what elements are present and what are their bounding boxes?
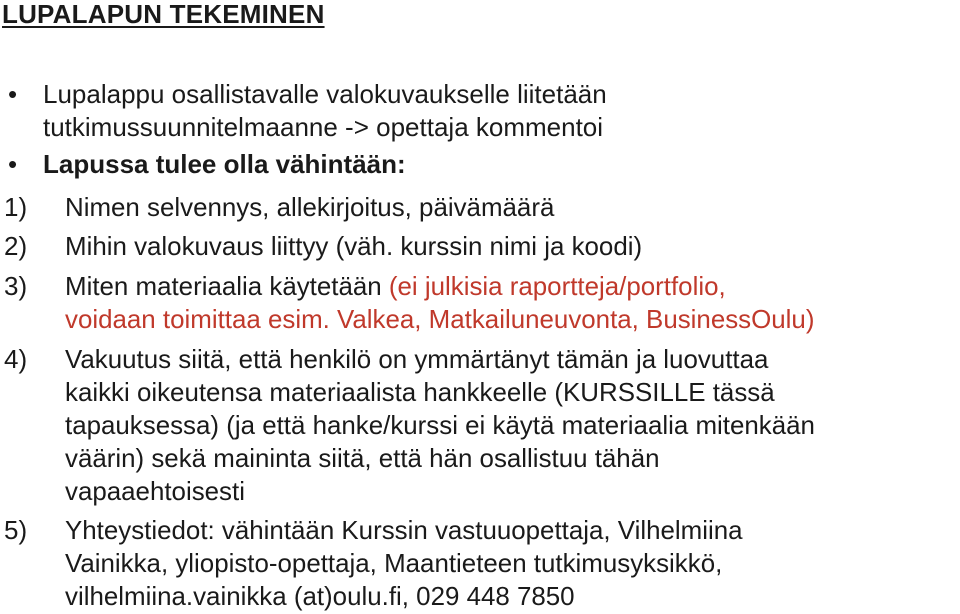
bullet-text (43, 148, 943, 181)
item-number: 1) (4, 192, 28, 222)
item-line: väärin) sekä maininta siitä, että hän osallistuu tähän (65, 443, 660, 473)
item-line: tapauksessa) (ja että hanke/kurssi ei käytä materiaalia mitenkään (65, 410, 815, 440)
item-number: 3) (4, 271, 28, 301)
item-text-black: Miten materiaalia käytetään (65, 271, 389, 301)
item-number: 2) (4, 231, 28, 261)
item-line: vapaaehtoisesti (65, 476, 245, 506)
item-line (65, 270, 956, 303)
item-text (65, 270, 960, 336)
item-text (65, 343, 960, 508)
item-line: Yhteystiedot: vähintään Kurssin vastuuopettaja, Vilhelmiina (65, 515, 743, 545)
item-line: Vakuutus siitä, että henkilö on ymmärtänyt tämän ja luovuttaa (65, 344, 769, 374)
item-number: 5) (4, 515, 28, 545)
item-text (65, 191, 960, 224)
slide-title: LUPALAPUN TEKEMINEN (2, 0, 325, 29)
item-line: Nimen selvennys, allekirjoitus, päivämäärä (65, 192, 555, 222)
bullet-line: Lapussa tulee olla vähintään: (43, 149, 406, 179)
item-text-red: (ei julkisia raportteja/portfolio, (388, 271, 726, 301)
bullet-glyph: • (8, 79, 18, 109)
bullet-line: tutkimussuunnitelmaanne -> opettaja kommentoi (43, 112, 604, 142)
item-text (65, 230, 960, 263)
item-line: Mihin valokuvaus liittyy (väh. kurssin nimi ja koodi) (65, 231, 643, 261)
item-line: Vainikka, yliopisto-opettaja, Maantieteen tutkimusyksikkö, (65, 548, 723, 578)
item-number: 4) (4, 344, 28, 374)
item-text (65, 514, 960, 613)
bullet-glyph: • (8, 149, 18, 179)
item-line: kaikki oikeutensa materiaalista hankkeelle (KURSSILLE tässä (65, 377, 775, 407)
bullet-line: Lupalappu osallistavalle valokuvaukselle liitetään (43, 79, 607, 109)
bullet-text (43, 78, 943, 144)
item-line: vilhelmiina.vainikka (at)oulu.fi, 029 448 7850 (65, 581, 575, 611)
item-line-red: voidaan toimittaa esim. Valkea, Matkailuneuvonta, BusinessOulu) (65, 304, 815, 334)
